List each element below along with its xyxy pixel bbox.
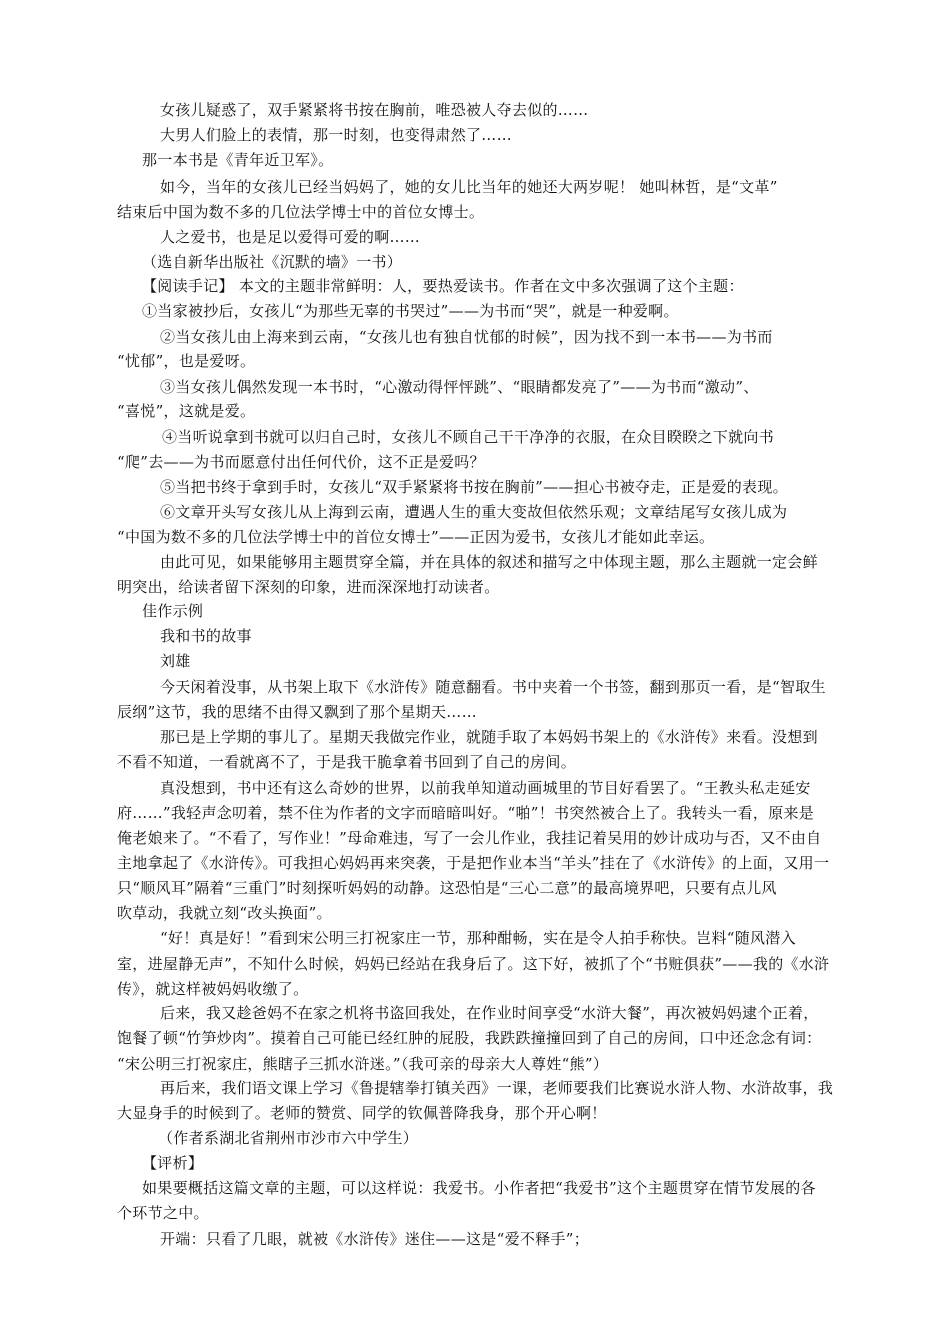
list-item: ③当女孩儿偶然发现一本书时，“心激动得怦怦跳”、“眼睛都发亮了”——为书而“激动”、 — [160, 378, 759, 396]
text-line: 人之爱书，也是足以爱得可爱的啊…… — [160, 228, 421, 246]
text-line: 吹草动，我就立刻“改头换面”。 — [117, 904, 332, 922]
text-line: 再后来，我们语文课上学习《鲁提辖拳打镇关西》一课，老师要我们比赛说水浒人物、水浒故事，我 — [160, 1079, 834, 1097]
list-item: ②当女孩儿由上海来到云南，“女孩儿也有独自忧郁的时候”，因为找不到一本书——为书而 — [160, 328, 773, 346]
text-line: 如今，当年的女孩儿已经当妈妈了，她的女儿比当年的她还大两岁呢！ 她叫林哲，是“文革” — [160, 178, 778, 196]
list-item: ①当家被抄后，女孩儿“为那些无辜的书哭过”——为书而“哭”，就是一种爱啊。 — [142, 302, 679, 320]
text-line: 那已是上学期的事儿了。星期天我做完作业，就随手取了本妈妈书架上的《水浒传》来看。没想到 — [160, 728, 818, 746]
text-line: 那一本书是《青年近卫军》。 — [142, 151, 334, 169]
text-line: “中国为数不多的几位法学博士中的首位女博士”——正因为爱书，女孩儿才能如此幸运。 — [117, 528, 715, 546]
text-line: “宋公明三打祝家庄，熊瞎子三抓水浒迷。”（我可亲的母亲大人尊姓“熊”） — [117, 1055, 609, 1073]
author-note: （作者系湖北省荆州市沙市六中学生） — [158, 1129, 419, 1147]
source-citation: （选自新华出版社《沉默的墙》一书） — [142, 253, 403, 271]
section-heading: 佳作示例 — [142, 602, 204, 620]
text-line: 大显身手的时候到了。老师的赞赏、同学的钦佩普降我身，那个开心啊！ — [117, 1104, 607, 1122]
text-line: “好！真是好！”看到宋公明三打祝家庄一节，那种酣畅，实在是令人拍手称快。岂料“随风潜入 — [160, 929, 796, 947]
text-line: 辰纲”这节，我的思绪不由得又飘到了那个星期天…… — [117, 703, 477, 721]
text-line: 室，进屋静无声”，不知什么时候，妈妈已经站在我身后了。这下好，被抓了个“书赃俱获”——我的《水浒 — [117, 955, 830, 973]
text-line: 如果要概括这篇文章的主题，可以这样说：我爱书。小作者把“我爱书”这个主题贯穿在情节发展的各 — [142, 1179, 816, 1197]
list-item: ④当听说拿到书就可以归自己时，女孩儿不顾自己干干净净的衣服，在众目睽睽之下就向书 — [162, 428, 775, 446]
text-line: 传》，就这样被妈妈收缴了。 — [117, 980, 309, 998]
text-line: 饱餐了顿“竹笋炒肉”。摸着自己可能已经红肿的屁股，我跌跌撞撞回到了自己的房间，口中还念念有词： — [117, 1029, 822, 1047]
text-line: 结束后中国为数不多的几位法学博士中的首位女博士。 — [117, 203, 485, 221]
text-line: 女孩儿疑惑了，双手紧紧将书按在胸前，唯恐被人夺去似的…… — [160, 101, 589, 119]
text-line: 明突出，给读者留下深刻的印象，进而深深地打动读者。 — [117, 578, 500, 596]
list-item: ⑥文章开头写女孩儿从上海到云南，遭遇人生的重大变故但依然乐观；文章结尾写女孩儿成为 — [160, 503, 788, 521]
text-line: 大男人们脸上的表情，那一时刻，也变得肃然了…… — [160, 126, 512, 144]
text-line: 真没想到，书中还有这么奇妙的世界，以前我单知道动画城里的节目好看罢了。“王教头私走延安 — [160, 779, 811, 797]
text-line: 今天闲着没事，从书架上取下《水浒传》随意翻看。书中夹着一个书签，翻到那页一看，是“智取生 — [160, 678, 826, 696]
text-line: 府……”我轻声念叨着，禁不住为作者的文字而暗暗叫好。“啪”！书突然被合上了。我转头一看，原来是 — [117, 804, 815, 822]
text-line: 开端：只看了几眼，就被《水浒传》迷住——这是“爱不释手”； — [160, 1230, 590, 1248]
essay-author: 刘雄 — [160, 652, 191, 670]
text-line: “忧郁”，也是爱呀。 — [117, 352, 256, 370]
text-line: 主地拿起了《水浒传》。可我担心妈妈再来突袭，于是把作业本当“羊头”挂在了《水浒传》的上面，又用一 — [117, 854, 830, 872]
text-line: 俺老娘来了。“不看了，写作业！”母命难违，写了一会儿作业，我挂记着吴用的妙计成功与否，又不由自 — [117, 829, 822, 847]
section-heading: 【阅读手记】 本文的主题非常鲜明：人，要热爱读书。作者在文中多次强调了这个主题： — [142, 277, 744, 295]
text-line: 只“顺风耳”隔着“三重门”时刻探听妈妈的动静。这恐怕是“三心二意”的最高境界吧，只要有点儿风 — [117, 879, 777, 897]
essay-title: 我和书的故事 — [160, 627, 252, 645]
section-heading: 【评析】 — [142, 1154, 204, 1172]
text-line: 不看不知道，一看就离不了，于是我干脆拿着书回到了自己的房间。 — [117, 753, 577, 771]
text-line: 个环节之中。 — [117, 1204, 209, 1222]
text-line: “喜悦”，这就是爱。 — [117, 402, 256, 420]
list-item: ⑤当把书终于拿到手时，女孩儿“双手紧紧将书按在胸前”——担心书被夺走，正是爱的表现。 — [160, 478, 788, 496]
text-line: “爬”去——为书而愿意付出任何代价，这不正是爱吗？ — [117, 453, 485, 471]
text-line: 由此可见，如果能够用主题贯穿全篇，并在具体的叙述和描写之中体现主题，那么主题就一定会鲜 — [160, 553, 818, 571]
text-line: 后来，我又趁爸妈不在家之机将书盗回我处，在作业时间享受“水浒大餐”，再次被妈妈逮个正着， — [160, 1004, 819, 1022]
